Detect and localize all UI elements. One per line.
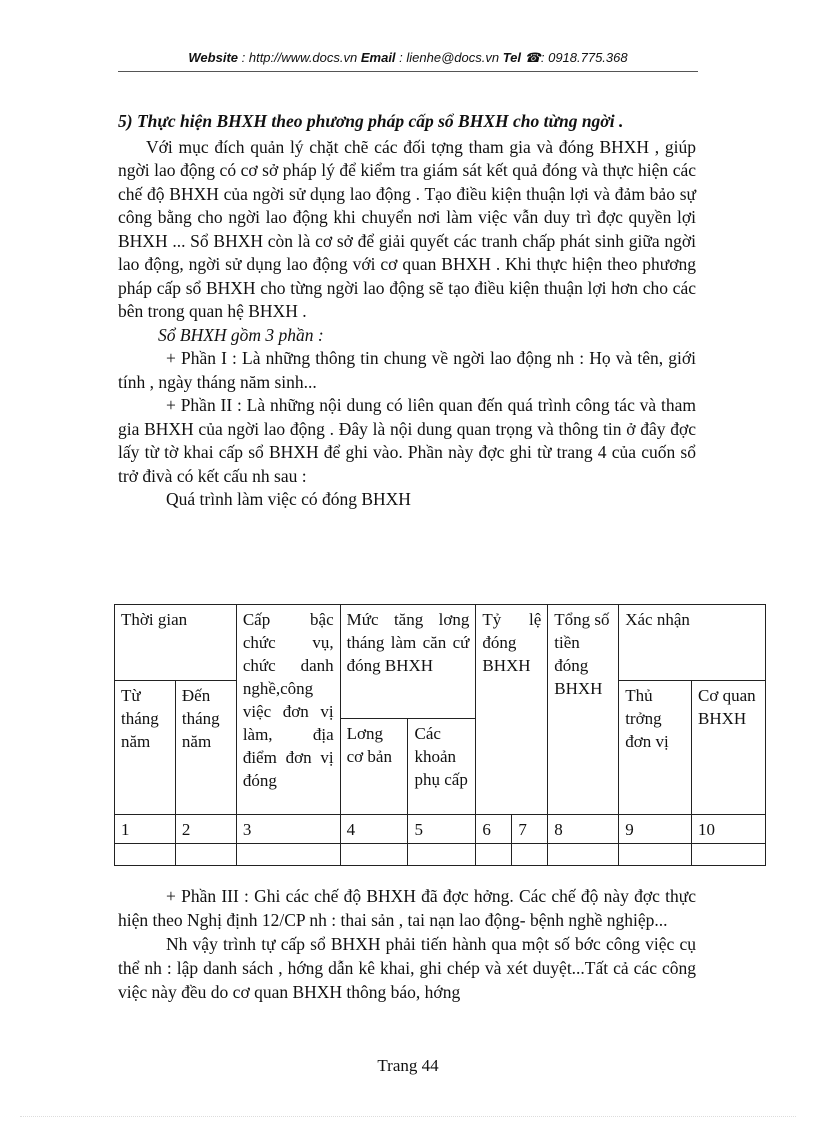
col-number: 5 [408,815,476,844]
header-luong-co-ban: Lơng cơ bản [340,719,408,815]
tel-value: : 0918.775.368 [540,50,628,65]
header-thu-truong: Thủ trởng đơn vị [619,681,692,815]
empty-cell [512,844,548,866]
col-number: 10 [692,815,766,844]
tel-label: Tel [502,50,522,65]
header-muc-tang-luong: Mức tăng lơng tháng làm căn cứ đóng BHXH [340,605,476,719]
bhxh-table [114,604,766,866]
empty-cell [408,844,476,866]
email-label: Email [360,50,396,65]
col-number: 9 [619,815,692,844]
header-xac-nhan: Xác nhận [619,605,766,681]
empty-cell [340,844,408,866]
col-number: 3 [236,815,340,844]
email-value: : lienhe@docs.vn [399,50,500,65]
empty-cell [115,844,176,866]
col-number: 1 [115,815,176,844]
website-value: : http://www.docs.vn [241,50,358,65]
main-content [118,110,696,512]
paragraph-part2: + Phần II : Là những nội dung có liên quan đến quá trình công tác và tham gia BHXH của ngời lao động . Đây là nội dung quan trọng và thông tin ở đây đợc lấy từ tờ khai cấp sổ BHXH để ghi vào. Phần này đợc ghi từ trang 4 của cuốn sổ trở đivà có kết cấu nh sau : [118,395,696,486]
header-ty-le: Tỷ lệ đóng BHXH [476,605,548,815]
table-caption: Quá trình làm việc có đóng BHXH [166,489,411,509]
paragraph-purpose: Với mục đích quản lý chặt chẽ các đối tợng tham gia và đóng BHXH , giúp ngời lao động có cơ sở pháp lý để kiểm tra giám sát kết quả đóng và thực hiện các chế độ BHXH của ngời sử dụng lao động . Tạo điều kiện thuận lợi và đảm bảo sự công bằng cho ngời lao động khi chuyển nơi làm việc vẫn duy trì đợc quyền lợi BHXH ... Sổ BHXH còn là cơ sở để giải quyết các tranh chấp phát sinh giữa ngời lao động, ngời sử dụng lao động với cơ quan BHXH . Khi thực hiện theo phương pháp cấp sổ BHXH cho từng ngời lao động sẽ tạo điều kiện thuận lợi hơn cho các bên trong quan hệ BHXH . [118,136,696,321]
empty-cell [236,844,340,866]
header-tong-so: Tổng số tiền đóng BHXH [548,605,619,815]
header-phu-cap: Các khoản phụ cấp [408,719,476,815]
col-number: 6 [476,815,512,844]
col-number: 4 [340,815,408,844]
col-number: 7 [512,815,548,844]
phone-icon: ☎ [524,50,541,65]
after-table-content [118,884,696,1004]
header-den-thang: Đến tháng năm [175,681,236,815]
empty-cell [548,844,619,866]
col-number: 2 [175,815,236,844]
header-tu-thang: Từ tháng năm [115,681,176,815]
empty-cell [619,844,692,866]
page-number: Trang 44 [377,1056,439,1075]
paragraph-part1: + Phần I : Là những thông tin chung về ngời lao động nh : Họ và tên, giới tính , ngày tháng năm sinh... [118,348,696,392]
empty-cell [175,844,236,866]
header-divider [118,71,698,72]
paragraph-part3: + Phần III : Ghi các chế độ BHXH đã đợc hởng. Các chế độ này đợc thực hiện theo Nghị định 12/CP nh : thai sản , tai nạn lao động- bệnh nghề nghiệp... [118,886,696,930]
header-thoi-gian: Thời gian [115,605,237,681]
header-co-quan: Cơ quan BHXH [692,681,766,815]
col-number: 8 [548,815,619,844]
header-cap-bac: Cấp bậc chức vụ, chức danh nghề,công việc đơn vị làm, địa điểm đơn vị đóng [236,605,340,815]
subheading: Sổ BHXH gồm 3 phần : [158,324,324,345]
empty-cell [692,844,766,866]
empty-cell [476,844,512,866]
page-header [0,50,816,66]
website-label: Website [188,50,238,65]
bottom-divider [20,1116,796,1117]
paragraph-procedure: Nh vậy trình tự cấp sổ BHXH phải tiến hành qua một số bớc công việc cụ thể nh : lập danh sách , hớng dẫn kê khai, ghi chép và xét duyệt...Tất cả các công việc này đều do cơ quan BHXH thông báo, hớng [118,934,696,1002]
section-title: 5) Thực hiện BHXH theo phương pháp cấp sổ BHXH cho từng ngời . [118,111,624,131]
